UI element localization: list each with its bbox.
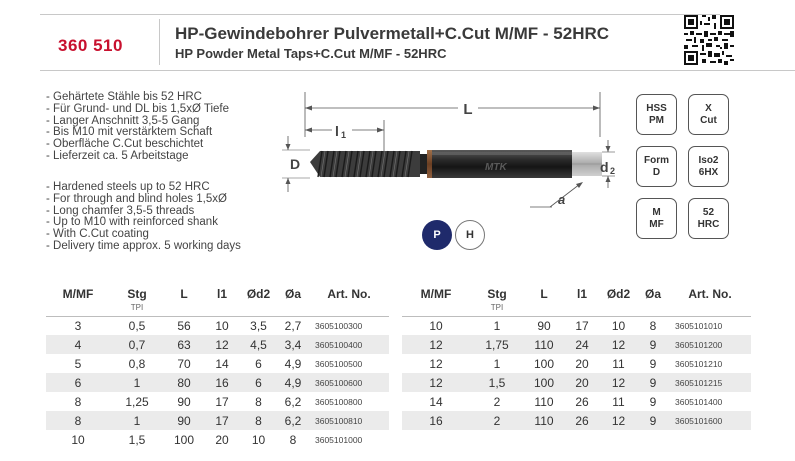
col-header-l1: l1 [564, 279, 600, 316]
cell-pitch: 1 [110, 373, 164, 392]
badge-form-d [636, 146, 677, 187]
cell-l1: 26 [575, 394, 589, 409]
cell-a: 4,9 [284, 356, 302, 371]
cell-art-no: 3605101210 [675, 358, 723, 369]
table-row [46, 373, 389, 392]
cell-l1: 17 [215, 394, 229, 409]
col-header-a: Øa [277, 279, 309, 316]
badge-line2: PM [649, 114, 664, 126]
col-header-art: Art. No. [309, 279, 389, 316]
cell-d2: 12 [600, 335, 637, 354]
cell-d2: 3,5 [250, 318, 267, 333]
size-table-right [402, 279, 751, 430]
cell-a: 4,9 [277, 373, 309, 392]
cell-length: 110 [534, 394, 554, 409]
cell-d2: 12 [600, 373, 637, 392]
material-h-circle: H [455, 220, 485, 250]
cell-thread: 12 [429, 356, 443, 371]
cell-l1: 12 [204, 335, 240, 354]
cell-art-no: 3605100810 [309, 411, 389, 430]
table-row [402, 392, 751, 411]
col-header-pitch [470, 279, 524, 316]
cell-thread: 12 [402, 335, 470, 354]
cell-l1: 17 [204, 411, 240, 430]
cell-length: 70 [177, 356, 191, 371]
table-row [46, 354, 389, 373]
cell-a: 9 [649, 394, 657, 409]
cell-a: 8 [289, 432, 297, 447]
cell-pitch: 0,7 [110, 335, 164, 354]
cell-l1: 20 [564, 373, 600, 392]
cell-d2: 10 [611, 318, 626, 333]
cell-d2: 6 [240, 373, 277, 392]
col-header-art: Art. No. [669, 279, 751, 316]
cell-art-no: 3605100600 [309, 373, 389, 392]
col-header-pitch-sub: TPI [490, 303, 504, 312]
col-header-pitch-label: Stg [127, 287, 147, 301]
cell-length: 80 [164, 373, 204, 392]
title-english: HP Powder Metal Taps+C.Cut M/MF - 52HRC [175, 46, 447, 61]
cell-thread: 3 [74, 318, 82, 333]
feature-item: - Lieferzeit ca. 5 Arbeitstage [46, 149, 189, 162]
cell-a: 9 [637, 335, 669, 354]
feature-item: - Up to M10 with reinforced shank [46, 216, 218, 229]
cell-a: 6,2 [277, 411, 309, 430]
cell-art-no: 3605100500 [315, 358, 363, 369]
cell-l1: 20 [215, 432, 229, 447]
table-row [46, 335, 389, 354]
cell-thread: 10 [71, 432, 85, 447]
cell-pitch: 1 [110, 411, 164, 430]
col-header-length: L [524, 279, 564, 316]
cell-length: 63 [164, 335, 204, 354]
cell-a: 3,4 [277, 335, 309, 354]
feature-item: - Bis M10 mit verstärktem Schaft [46, 126, 213, 139]
cell-d2: 8 [240, 411, 277, 430]
cell-art-no: 3605101600 [669, 411, 751, 430]
feature-item: - With C.Cut coating [46, 228, 149, 241]
feature-item: - Langer Anschnitt 3,5-5 Gang [46, 114, 200, 127]
cell-d2: 10 [251, 432, 266, 447]
cell-pitch: 1,5 [470, 373, 524, 392]
cell-pitch: 1,5 [128, 432, 146, 447]
badge-line1: Form [644, 154, 669, 166]
table-row [46, 392, 389, 411]
size-table-left [46, 279, 389, 449]
cell-l1: 14 [215, 356, 229, 371]
header-top-rule [40, 14, 720, 15]
cell-pitch: 1,25 [125, 394, 149, 409]
dimension-label-a: a [558, 192, 566, 207]
cell-art-no: 3605101200 [669, 335, 751, 354]
cell-l1: 16 [204, 373, 240, 392]
cell-art-no: 3605100300 [315, 320, 363, 331]
badge-line1: 52 [702, 206, 715, 218]
cell-art-no: 3605101010 [675, 320, 723, 331]
cell-d2: 8 [255, 394, 262, 409]
cell-art-no: 3605100400 [309, 335, 389, 354]
feature-list-german [46, 92, 229, 163]
badge-iso2-6hx [688, 146, 729, 187]
title-german: HP-Gewindebohrer Pulvermetall+C.Cut M/MF - 52HRC [175, 24, 610, 43]
cell-l1: 26 [564, 411, 600, 430]
cell-length: 110 [524, 335, 564, 354]
table-row [402, 316, 751, 335]
cell-length: 100 [533, 356, 555, 371]
badge-m-mf [636, 198, 677, 239]
cell-pitch: 2 [470, 411, 524, 430]
col-header-pitch-sub: TPI [130, 303, 144, 312]
cell-pitch: 0,5 [128, 318, 146, 333]
badge-line2: HRC [697, 218, 720, 230]
cell-length: 90 [177, 394, 191, 409]
cell-thread: 10 [429, 318, 443, 333]
badge-line1: X [705, 102, 712, 114]
cell-thread: 14 [429, 394, 443, 409]
table-header-row [402, 279, 751, 316]
cell-thread: 5 [74, 356, 82, 371]
table-header-row [46, 279, 389, 316]
cell-a: 2,7 [284, 318, 302, 333]
feature-item: - Für Grund- und DL bis 1,5xØ Tiefe [46, 102, 230, 115]
cell-pitch: 1 [493, 356, 501, 371]
cell-pitch: 1,75 [470, 335, 524, 354]
col-header-d2: Ød2 [240, 279, 277, 316]
cell-thread: 16 [402, 411, 470, 430]
cell-thread: 4 [46, 335, 110, 354]
cell-pitch: 2 [493, 394, 501, 409]
table-row [402, 411, 751, 430]
col-header-d2: Ød2 [600, 279, 637, 316]
col-header-l1: l1 [204, 279, 240, 316]
feature-item: - Delivery time approx. 5 working days [46, 239, 241, 252]
header-bottom-rule [40, 70, 795, 71]
feature-item: - Oberfläche C.Cut beschichtet [46, 138, 204, 151]
col-header-thread: M/MF [46, 279, 110, 316]
badge-x-cut [688, 94, 729, 135]
cell-length: 56 [177, 318, 191, 333]
col-header-a: Øa [637, 279, 669, 316]
cell-l1: 24 [564, 335, 600, 354]
cell-art-no: 3605100800 [315, 396, 363, 407]
cell-a: 8 [649, 318, 657, 333]
cell-d2: 11 [612, 394, 625, 409]
dimension-label-D: D [289, 156, 301, 172]
badge-line1: Iso2 [698, 154, 719, 166]
cell-length: 100 [524, 373, 564, 392]
tap-technical-drawing [280, 92, 630, 222]
cell-d2: 11 [612, 356, 625, 371]
cell-art-no: 3605101215 [669, 373, 751, 392]
cell-l1: 10 [215, 318, 229, 333]
cell-art-no: 3605101400 [675, 396, 723, 407]
badge-line1: M [652, 206, 661, 218]
badge-line2: Cut [700, 114, 717, 126]
header-separator [159, 19, 160, 65]
dimension-label-l1-sub: 1 [341, 130, 347, 140]
cell-length: 110 [524, 411, 564, 430]
article-code: 360 510 [58, 36, 123, 55]
cell-l1: 20 [575, 356, 589, 371]
table-row [402, 373, 751, 392]
dimension-label-d2: d [600, 159, 609, 175]
dimension-label-d2-sub: 2 [610, 166, 616, 176]
col-header-length: L [164, 279, 204, 316]
table-row [46, 430, 389, 449]
badge-line2: MF [649, 218, 664, 230]
feature-item: - For through and blind holes 1,5xØ [46, 192, 227, 205]
badge-hss-pm [636, 94, 677, 135]
cell-a: 9 [637, 373, 669, 392]
cell-pitch: 0,8 [128, 356, 146, 371]
table-row [402, 335, 751, 354]
col-header-pitch [110, 279, 164, 316]
table-row [46, 411, 389, 430]
cell-thread: 8 [46, 411, 110, 430]
dimension-label-L: L [463, 101, 473, 118]
cell-thread: 6 [46, 373, 110, 392]
cell-a: 9 [649, 356, 657, 371]
feature-item: - Hardened steels up to 52 HRC [46, 181, 210, 193]
brand-mark: MTK [485, 162, 507, 173]
col-header-pitch-label: Stg [487, 287, 507, 301]
cell-a: 9 [637, 411, 669, 430]
table-row [402, 354, 751, 373]
dimension-label-l1: l [335, 123, 339, 139]
cell-pitch: 1 [493, 318, 501, 333]
cell-d2: 4,5 [240, 335, 277, 354]
cell-d2: 6 [255, 356, 262, 371]
cell-thread: 12 [402, 373, 470, 392]
material-p-circle: P [422, 220, 452, 250]
cell-length: 100 [173, 432, 195, 447]
feature-item: - Long chamfer 3,5-5 threads [46, 204, 195, 217]
feature-list-english [46, 182, 241, 253]
badge-line1: HSS [646, 102, 667, 114]
cell-thread: 8 [74, 394, 82, 409]
qr-code-icon [684, 15, 734, 65]
cell-length: 90 [537, 318, 551, 333]
badge-52-hrc [688, 198, 729, 239]
badge-line2: D [652, 166, 661, 178]
col-header-thread: M/MF [402, 279, 470, 316]
cell-d2: 12 [600, 411, 637, 430]
feature-item: - Gehärtete Stähle bis 52 HRC [46, 91, 202, 103]
badge-line2: 6HX [698, 166, 719, 178]
cell-l1: 17 [575, 318, 589, 333]
table-row [46, 316, 389, 335]
cell-a: 6,2 [284, 394, 302, 409]
cell-length: 90 [164, 411, 204, 430]
cell-art-no: 3605101000 [315, 434, 363, 445]
